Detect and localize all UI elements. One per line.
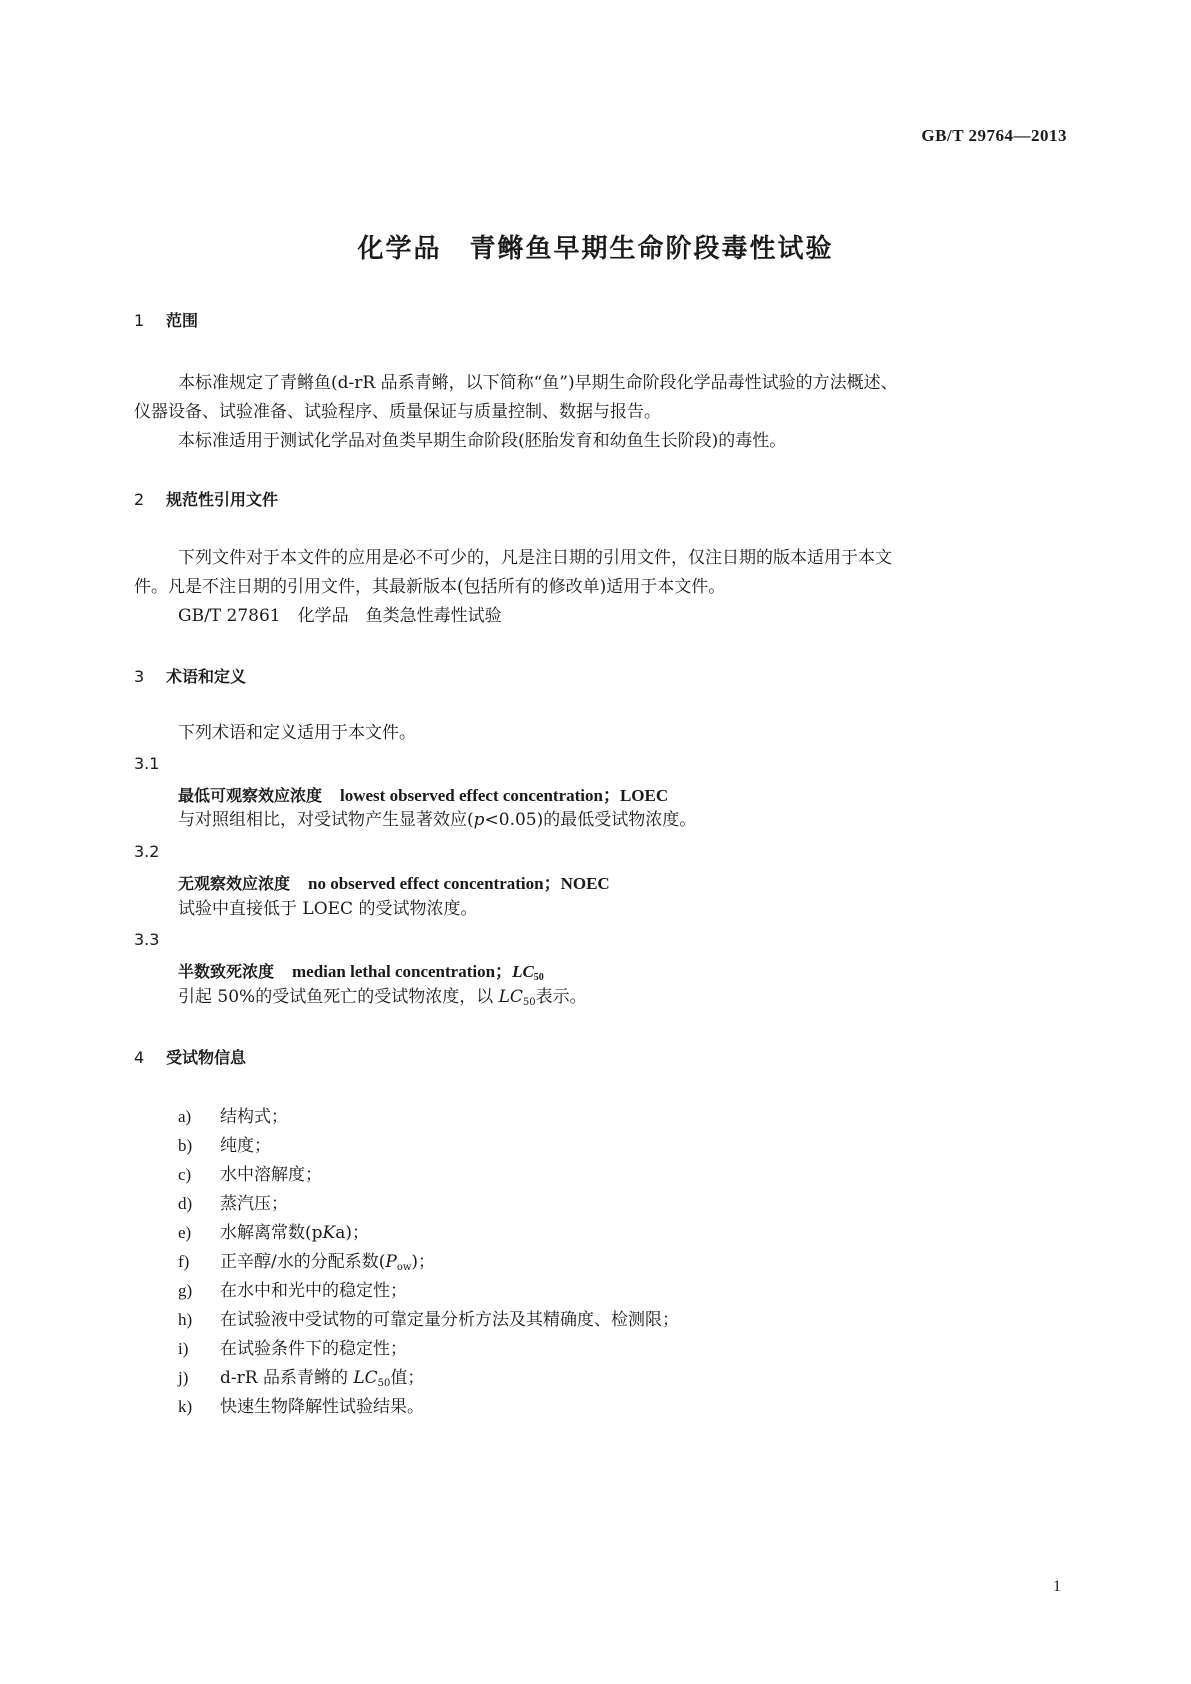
standard-code: GB/T 29764—2013 xyxy=(921,126,1067,145)
section-1-title: 范围 xyxy=(166,311,199,330)
term-3-1-def-p: p xyxy=(473,810,485,830)
list-item-a-label: a) xyxy=(178,1107,192,1126)
section-2-heading xyxy=(134,487,278,510)
list-item-j-text-italic: LC xyxy=(353,1368,378,1388)
list-item-b xyxy=(178,1131,271,1156)
section-3-intro: 下列术语和定义适用于本文件。 xyxy=(178,723,416,743)
section-1-para-1-line-2: 仪器设备、试验准备、试验程序、质量保证与质量控制、数据与报告。 xyxy=(134,402,661,422)
section-1-heading xyxy=(134,308,198,331)
list-item-b-label: b) xyxy=(178,1136,193,1155)
list-item-k-text: 快速生物降解性试验结果。 xyxy=(220,1397,424,1417)
term-3-2-en: no observed effect concentration；NOEC xyxy=(308,874,610,893)
term-3-1-en: lowest observed effect concentration；LOEC xyxy=(340,786,669,805)
list-item-j-subscript: 50 xyxy=(377,1378,391,1389)
list-item-g xyxy=(178,1276,407,1301)
list-item-i-label: i) xyxy=(178,1339,189,1358)
clause-3-3-number: 3.3 xyxy=(134,930,160,949)
term-3-3-def-subscript: 50 xyxy=(522,997,536,1008)
term-3-3 xyxy=(178,957,544,983)
list-item-c xyxy=(178,1160,322,1185)
list-item-f-subscript: ow xyxy=(396,1262,412,1273)
list-item-k xyxy=(178,1392,424,1417)
list-item-g-label: g) xyxy=(178,1281,193,1300)
term-3-3-def-after: 表示。 xyxy=(535,987,587,1007)
clause-3-2-number: 3.2 xyxy=(134,842,160,861)
list-item-e-text-before: 水解离常数(p xyxy=(220,1223,323,1243)
section-3-heading xyxy=(134,664,246,687)
list-item-i xyxy=(178,1334,407,1359)
list-item-e-text-after: a)； xyxy=(335,1223,369,1243)
list-item-f-text-after: )； xyxy=(411,1252,436,1272)
term-3-3-definition xyxy=(178,985,587,1015)
list-item-d xyxy=(178,1189,288,1214)
list-item-b-text: 纯度； xyxy=(220,1136,271,1156)
list-item-d-text: 蒸汽压； xyxy=(220,1194,288,1214)
term-3-1 xyxy=(178,781,668,806)
list-item-j xyxy=(178,1363,424,1389)
list-item-c-label: c) xyxy=(178,1165,192,1184)
section-2-para-1-line-2: 件。凡是不注日期的引用文件，其最新版本(包括所有的修改单)适用于本文件。 xyxy=(134,577,726,597)
list-item-i-text: 在试验条件下的稳定性； xyxy=(220,1339,407,1359)
term-3-3-en-symbol: LC xyxy=(512,962,534,981)
term-3-2-definition: 试验中直接低于 LOEC 的受试物浓度。 xyxy=(178,899,478,919)
term-3-1-definition xyxy=(178,808,696,832)
term-3-3-def-before: 引起 50%的受试鱼死亡的受试物浓度，以 xyxy=(178,987,499,1007)
term-3-3-en-text: median lethal concentration； xyxy=(292,962,513,981)
page-number: 1 xyxy=(1053,1578,1061,1595)
section-4-title: 受试物信息 xyxy=(166,1048,247,1067)
section-2-title: 规范性引用文件 xyxy=(166,490,279,509)
section-3-number: 3 xyxy=(134,667,145,686)
list-item-c-text: 水中溶解度； xyxy=(220,1165,322,1185)
term-3-3-zh: 半数致死浓度 xyxy=(178,962,275,981)
clause-3-1-number: 3.1 xyxy=(134,754,160,773)
list-item-j-label: j) xyxy=(178,1368,189,1387)
term-3-3-en-subscript: 50 xyxy=(533,972,544,983)
section-1-para-1-line-1: 本标准规定了青鳉鱼(d-rR 品系青鳉，以下简称“鱼”)早期生命阶段化学品毒性试验的方法概述、 xyxy=(178,373,898,393)
list-item-e-label: e) xyxy=(178,1223,192,1242)
section-2-para-1-line-1: 下列文件对于本文件的应用是必不可少的，凡是注日期的引用文件，仅注日期的版本适用于本文 xyxy=(178,548,892,568)
list-item-f xyxy=(178,1247,435,1273)
term-3-1-def-before: 与对照组相比，对受试物产生显著效应( xyxy=(178,810,474,830)
term-3-2-zh: 无观察效应浓度 xyxy=(178,874,291,893)
list-item-a xyxy=(178,1102,288,1127)
term-3-3-en xyxy=(292,962,544,981)
document-title: 化学品 青鳉鱼早期生命阶段毒性试验 xyxy=(357,234,834,264)
term-3-1-def-after: <0.05)的最低受试物浓度。 xyxy=(484,810,697,830)
term-3-2 xyxy=(178,869,610,894)
section-3-title: 术语和定义 xyxy=(166,667,247,686)
term-3-3-def-symbol: LC xyxy=(498,987,523,1007)
section-1-para-2: 本标准适用于测试化学品对鱼类早期生命阶段(胚胎发育和幼鱼生长阶段)的毒性。 xyxy=(178,431,787,451)
section-1-number: 1 xyxy=(134,311,145,330)
list-item-f-text-italic: P xyxy=(385,1252,397,1272)
term-3-1-zh: 最低可观察效应浓度 xyxy=(178,786,323,805)
list-item-j-text-before: d-rR 品系青鳉的 xyxy=(220,1368,354,1388)
list-item-h-label: h) xyxy=(178,1310,193,1329)
list-item-f-label: f) xyxy=(178,1252,190,1271)
section-4-heading xyxy=(134,1045,246,1068)
list-item-h-text: 在试验液中受试物的可靠定量分析方法及其精确度、检测限； xyxy=(220,1310,679,1330)
list-item-d-label: d) xyxy=(178,1194,193,1213)
section-4-number: 4 xyxy=(134,1048,145,1067)
list-item-k-label: k) xyxy=(178,1397,193,1416)
list-item-g-text: 在水中和光中的稳定性； xyxy=(220,1281,407,1301)
list-item-a-text: 结构式； xyxy=(220,1107,288,1127)
list-item-j-text-after: 值； xyxy=(390,1368,425,1388)
list-item-f-text-before: 正辛醇/水的分配系数( xyxy=(220,1252,386,1272)
list-item-h xyxy=(178,1305,679,1330)
list-item-e-text-italic: K xyxy=(322,1223,336,1243)
section-2-number: 2 xyxy=(134,490,145,509)
section-2-reference: GB/T 27861 化学品 鱼类急性毒性试验 xyxy=(178,606,502,626)
list-item-e xyxy=(178,1218,369,1243)
